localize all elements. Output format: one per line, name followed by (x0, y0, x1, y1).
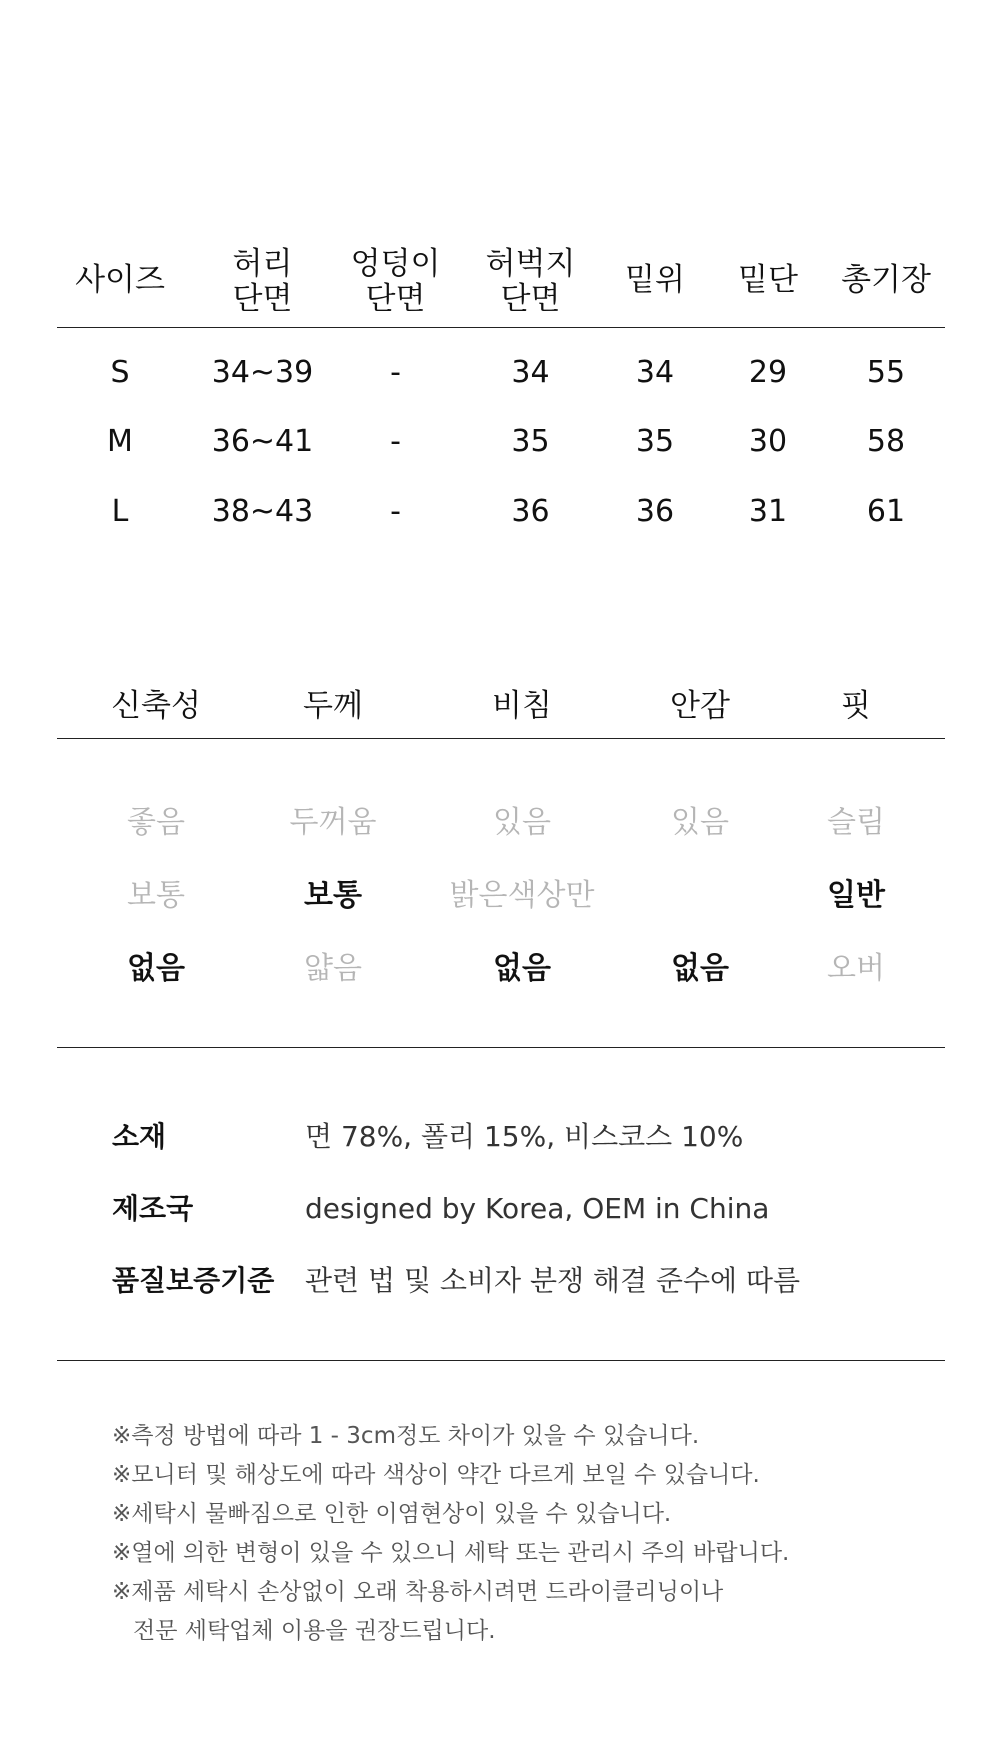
table-cell: 58 (866, 424, 906, 459)
info-bottom-divider (57, 1360, 945, 1361)
table-cell: 36~41 (211, 424, 314, 459)
table-cell: 36 (635, 494, 675, 529)
info-label-origin: 제조국 (112, 1192, 194, 1225)
attr-option-thickness: 얇음 (304, 951, 362, 986)
size-header-hip: 엉덩이 단면 (350, 246, 441, 317)
size-header-rise: 밑위 (625, 262, 685, 298)
table-cell: 55 (866, 355, 906, 390)
info-value-quality: 관련 법 및 소비자 분쟁 해결 준수에 따름 (305, 1264, 801, 1297)
attr-header-sheerness: 비침 (492, 688, 552, 724)
attr-option-sheerness: 밝은색상만 (449, 878, 595, 913)
attributes-divider (57, 738, 945, 739)
attr-option-fit-selected: 일반 (827, 878, 885, 913)
note-line: 전문 세탁업체 이용을 권장드립니다. (133, 1618, 496, 1644)
attributes-bottom-divider (57, 1047, 945, 1048)
table-cell: 34~39 (211, 355, 314, 390)
size-header-thigh: 허벅지 단면 (485, 246, 576, 317)
table-cell: 61 (866, 494, 906, 529)
attr-option-stretch: 보통 (127, 878, 185, 913)
attr-option-fit: 슬림 (827, 805, 885, 840)
table-cell: - (390, 494, 401, 529)
attr-option-lining: 있음 (671, 805, 729, 840)
attr-option-thickness-selected: 보통 (304, 878, 362, 913)
attr-option-sheerness-selected: 없음 (493, 951, 551, 986)
info-label-quality: 품질보증기준 (112, 1264, 275, 1297)
table-cell: 29 (748, 355, 788, 390)
table-cell: - (390, 424, 401, 459)
table-cell: 38~43 (211, 494, 314, 529)
table-cell: 30 (748, 424, 788, 459)
attr-option-thickness: 두꺼움 (289, 805, 377, 840)
table-cell: 34 (511, 355, 550, 390)
size-header-waist: 허리 단면 (232, 246, 293, 317)
size-label: L (111, 494, 129, 529)
attr-option-fit: 오버 (827, 951, 885, 986)
attr-option-lining-selected: 없음 (671, 951, 729, 986)
table-cell: 35 (511, 424, 550, 459)
attr-header-thickness: 두께 (303, 688, 363, 724)
size-label: S (110, 355, 130, 390)
size-table-divider (57, 327, 945, 328)
note-line: ※모니터 및 해상도에 따라 색상이 약간 다르게 보일 수 있습니다. (112, 1462, 760, 1488)
attr-header-lining: 안감 (670, 688, 730, 724)
size-header-hem: 밑단 (738, 262, 798, 298)
attr-header-fit: 핏 (841, 688, 871, 724)
size-header-length: 총기장 (841, 262, 931, 298)
table-cell: 31 (748, 494, 788, 529)
info-label-material: 소재 (112, 1120, 167, 1153)
table-cell: 34 (635, 355, 675, 390)
table-cell: 35 (635, 424, 675, 459)
note-line: ※열에 의한 변형이 있을 수 있으니 세탁 또는 관리시 주의 바랍니다. (112, 1540, 790, 1566)
size-header-size: 사이즈 (75, 262, 165, 298)
attr-option-stretch: 좋음 (127, 805, 185, 840)
table-cell: 36 (511, 494, 550, 529)
table-cell: - (390, 355, 401, 390)
info-value-material: 면 78%, 폴리 15%, 비스코스 10% (305, 1120, 744, 1153)
note-line: ※측정 방법에 따라 1 - 3cm정도 차이가 있을 수 있습니다. (112, 1423, 700, 1449)
info-value-origin: designed by Korea, OEM in China (305, 1192, 770, 1225)
attr-header-stretch: 신축성 (111, 688, 201, 724)
attr-option-sheerness: 있음 (493, 805, 551, 840)
size-label: M (107, 424, 133, 459)
attr-option-stretch-selected: 없음 (127, 951, 185, 986)
note-line: ※세탁시 물빠짐으로 인한 이염현상이 있을 수 있습니다. (112, 1501, 672, 1527)
note-line: ※제품 세탁시 손상없이 오래 착용하시려면 드라이클리닝이나 (112, 1579, 724, 1605)
